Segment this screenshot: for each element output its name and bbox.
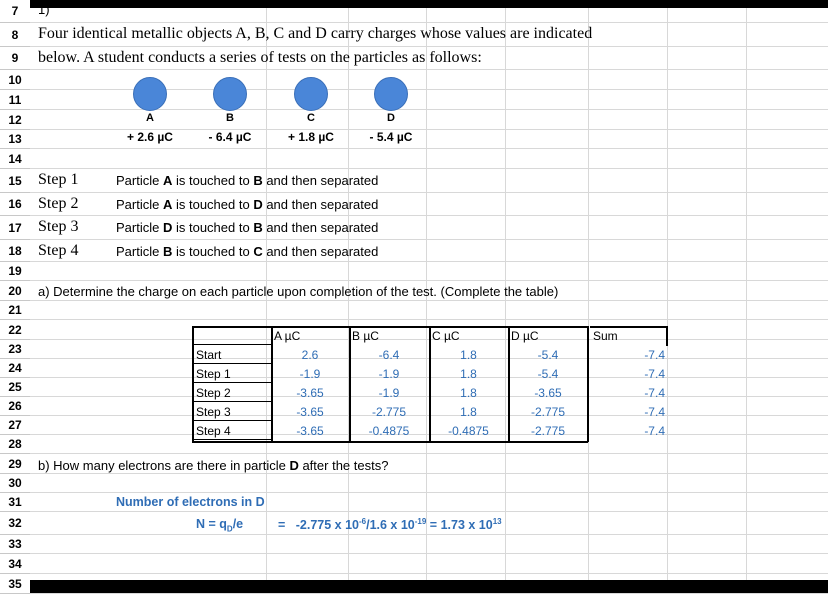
row-gridline: [30, 534, 828, 535]
row-header[interactable]: 30: [0, 474, 30, 493]
row-gridline: [30, 46, 828, 47]
row-label-rule: [192, 420, 271, 421]
row-header[interactable]: 23: [0, 340, 30, 359]
row-gridline: [30, 511, 828, 512]
step-name: Step 3: [38, 218, 79, 235]
table-cell[interactable]: -5.4: [537, 367, 559, 381]
table-row-label: Step 3: [196, 405, 231, 419]
table-cell[interactable]: 2.6: [301, 348, 319, 362]
table-sum-cell[interactable]: -7.4: [644, 386, 665, 400]
column-gridline: [588, 8, 589, 580]
row-header[interactable]: 20: [0, 281, 30, 301]
row-header[interactable]: 12: [0, 110, 30, 130]
row-header[interactable]: 35: [0, 574, 30, 594]
table-row-label: Start: [196, 348, 222, 362]
table-row-label: Step 1: [196, 367, 231, 381]
row-header[interactable]: 26: [0, 397, 30, 416]
row-label-rule: [192, 439, 271, 440]
table-sum-cell[interactable]: -7.4: [644, 424, 665, 438]
row-gridline: [30, 261, 828, 262]
sum-divider: [666, 326, 668, 346]
row-header[interactable]: 31: [0, 493, 30, 512]
table-border-top: [192, 326, 588, 328]
table-cell[interactable]: 1.8: [460, 367, 477, 381]
table-cell[interactable]: -5.4: [537, 348, 559, 362]
row-header[interactable]: 24: [0, 359, 30, 378]
row-header[interactable]: 25: [0, 378, 30, 397]
row-gridline: [30, 192, 828, 193]
table-cell[interactable]: -0.4875: [448, 424, 489, 438]
particle-d-circle: [374, 77, 408, 111]
table-cell[interactable]: -2.775: [530, 424, 566, 438]
row-header[interactable]: 32: [0, 512, 30, 535]
row-gridline: [30, 215, 828, 216]
row-gridline: [30, 280, 828, 281]
row-gridline: [30, 300, 828, 301]
row-gridline: [30, 553, 828, 554]
row-gridline: [30, 492, 828, 493]
row-header[interactable]: 33: [0, 535, 30, 554]
formula-rhs: = -2.775 x $10^{-6}/1.6$ x $10^{-19} = 1.73$ x $10^{13}$: [278, 517, 502, 533]
row-gridline: [30, 573, 828, 574]
particle-a-label: A: [146, 112, 154, 124]
formula-lhs: $N = q_D/e$: [196, 517, 244, 534]
row-header[interactable]: 34: [0, 554, 30, 574]
table-cell[interactable]: -3.65: [296, 386, 324, 400]
step-description: Particle B is touched to C and then separated: [116, 244, 379, 259]
row-gridline: [30, 319, 828, 320]
table-cell[interactable]: -3.65: [296, 424, 324, 438]
table-row-label: Step 4: [196, 424, 231, 438]
particle-b-charge: - 6.4 µC: [208, 130, 252, 144]
step-description: Particle A is touched to B and then separated: [116, 173, 379, 188]
row-header[interactable]: 17: [0, 216, 30, 240]
table-cell[interactable]: -3.65: [296, 405, 324, 419]
step-description: Particle A is touched to D and then separated: [116, 197, 379, 212]
row-gridline: [30, 22, 828, 23]
step-description: Particle D is touched to B and then separated: [116, 220, 379, 235]
answer-heading: Number of electrons in D: [116, 495, 265, 509]
row-header[interactable]: 10: [0, 70, 30, 90]
step-name: Step 2: [38, 195, 79, 212]
row-header[interactable]: 19: [0, 262, 30, 281]
row-label-rule: [192, 401, 271, 402]
intro-line-1: Four identical metallic objects A, B, C and D carry charges whose values are indicated: [38, 25, 593, 42]
row-header[interactable]: 15: [0, 169, 30, 193]
row-header[interactable]: 14: [0, 149, 30, 169]
row-header[interactable]: 18: [0, 240, 30, 262]
table-sum-cell[interactable]: -7.4: [644, 348, 665, 362]
row-gridline: [30, 453, 828, 454]
row-header[interactable]: 11: [0, 90, 30, 110]
table-cell[interactable]: -2.775: [530, 405, 566, 419]
row-gridline: [30, 473, 828, 474]
particle-c-circle: [294, 77, 328, 111]
row-header[interactable]: 21: [0, 301, 30, 320]
spreadsheet-grid[interactable]: [0, 2, 828, 591]
table-header-a: A µC: [274, 329, 301, 343]
table-cell[interactable]: -6.4: [378, 348, 400, 362]
row-gridline: [30, 168, 828, 169]
question-b: b) How many electrons are there in particle D after the tests?: [38, 458, 389, 473]
table-header-sum: Sum: [593, 329, 618, 343]
column-gridline: [667, 8, 668, 580]
table-cell[interactable]: 1.8: [460, 348, 477, 362]
intro-line-2: below. A student conducts a series of tests on the particles as follows:: [38, 49, 482, 66]
table-cell[interactable]: -1.9: [299, 367, 321, 381]
particle-c-label: C: [307, 112, 315, 124]
particle-a-circle: [133, 77, 167, 111]
step-name: Step 4: [38, 242, 79, 259]
step-name: Step 1: [38, 171, 79, 188]
table-cell[interactable]: -2.775: [371, 405, 407, 419]
table-header-d: D µC: [511, 329, 539, 343]
particle-b-circle: [213, 77, 247, 111]
particle-a-charge: + 2.6 µC: [127, 130, 173, 144]
row-header[interactable]: 7: [0, 0, 30, 23]
particle-d-charge: - 5.4 µC: [369, 130, 413, 144]
table-cell[interactable]: -3.65: [534, 386, 562, 400]
row-header[interactable]: 27: [0, 416, 30, 435]
table-header-c: C µC: [432, 329, 460, 343]
header-rule: [192, 344, 271, 345]
sum-underline: [590, 326, 667, 328]
particle-b-label: B: [226, 112, 234, 124]
row-gridline: [30, 239, 828, 240]
table-cell[interactable]: 1.8: [460, 405, 477, 419]
row-gridline: [30, 69, 828, 70]
row-header[interactable]: 16: [0, 193, 30, 216]
row-header[interactable]: 9: [0, 47, 30, 70]
table-sum-cell[interactable]: -7.4: [644, 367, 665, 381]
row-header[interactable]: 8: [0, 23, 30, 47]
row-label-rule: [192, 382, 271, 383]
row-header[interactable]: 28: [0, 435, 30, 454]
question-a: a) Determine the charge on each particle upon completion of the test. (Complete the table): [38, 284, 559, 299]
table-cell[interactable]: -1.9: [378, 386, 400, 400]
table-sum-cell[interactable]: -7.4: [644, 405, 665, 419]
table-header-b: B µC: [352, 329, 379, 343]
row-label-rule: [192, 363, 271, 364]
row-gridline: [30, 148, 828, 149]
row-header[interactable]: 13: [0, 130, 30, 149]
column-gridline: [746, 8, 747, 580]
particle-d-label: D: [387, 112, 395, 124]
table-cell[interactable]: -1.9: [378, 367, 400, 381]
row-header[interactable]: 29: [0, 454, 30, 474]
table-cell[interactable]: 1.8: [460, 386, 477, 400]
particle-c-charge: + 1.8 µC: [288, 130, 334, 144]
table-cell[interactable]: -0.4875: [368, 424, 410, 438]
row-header[interactable]: 22: [0, 320, 30, 340]
table-row-label: Step 2: [196, 386, 231, 400]
table-border-bottom: [192, 441, 588, 443]
question-number: 1): [38, 2, 50, 17]
